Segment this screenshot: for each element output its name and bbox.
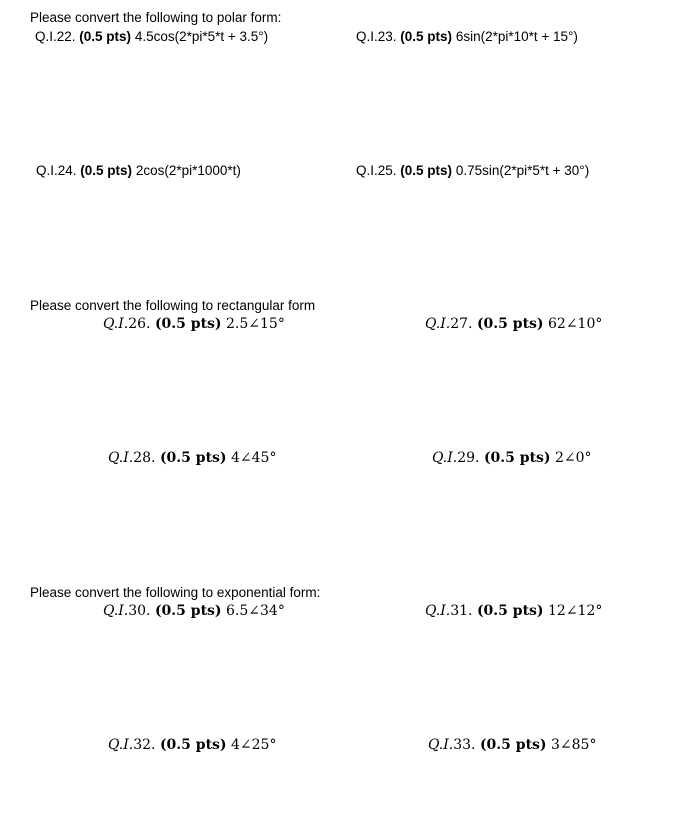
question-label: Q.I.24. [36, 163, 77, 178]
question-label: Q.I.23. [356, 29, 397, 44]
question-expression: 2.5∠15° [226, 316, 285, 332]
question-expression: 12∠12° [548, 603, 603, 619]
question-i: I. [123, 737, 134, 753]
question-q: Q. [432, 450, 448, 466]
question-30 [103, 602, 285, 620]
question-q: Q. [428, 737, 444, 753]
question-26 [103, 315, 285, 333]
question-points: (0.5 pts) [154, 316, 222, 332]
question-number: 32. [133, 737, 156, 753]
question-expression: 2cos(2*pi*1000*t) [135, 163, 241, 178]
question-number: 31. [450, 603, 473, 619]
question-i: I. [443, 737, 454, 753]
question-q: Q. [103, 316, 119, 332]
rectangular-heading: Please convert the following to rectangular form [30, 298, 316, 313]
question-number: 29. [457, 450, 480, 466]
question-points: (0.5 pts) [159, 737, 227, 753]
question-expression: 6.5∠34° [226, 603, 285, 619]
question-number: 26. [128, 316, 151, 332]
question-number: 30. [128, 603, 151, 619]
question-31 [425, 602, 602, 620]
question-expression: 4∠25° [231, 737, 277, 753]
question-points: (0.5 pts) [400, 163, 453, 178]
polar-heading: Please convert the following to polar form: [30, 10, 282, 25]
question-24 [36, 162, 241, 179]
question-i: I. [123, 450, 134, 466]
question-points: (0.5 pts) [476, 316, 544, 332]
exponential-heading: Please convert the following to exponential form: [30, 585, 321, 600]
question-points: (0.5 pts) [483, 450, 551, 466]
question-i: I. [440, 603, 451, 619]
question-32 [108, 736, 276, 754]
question-expression: 4∠45° [231, 450, 277, 466]
question-q: Q. [103, 603, 119, 619]
question-q: Q. [425, 316, 441, 332]
question-29 [432, 449, 592, 467]
question-33 [428, 736, 596, 754]
question-points: (0.5 pts) [154, 603, 222, 619]
question-22 [35, 28, 268, 45]
question-points: (0.5 pts) [400, 29, 453, 44]
question-25 [356, 162, 589, 179]
question-points: (0.5 pts) [476, 603, 544, 619]
question-number: 27. [450, 316, 473, 332]
question-points: (0.5 pts) [159, 450, 227, 466]
question-number: 28. [133, 450, 156, 466]
question-i: I. [118, 316, 129, 332]
question-q: Q. [425, 603, 441, 619]
question-points: (0.5 pts) [79, 29, 132, 44]
question-23 [356, 28, 578, 45]
question-q: Q. [108, 737, 124, 753]
question-label: Q.I.22. [35, 29, 76, 44]
question-q: Q. [108, 450, 124, 466]
question-expression: 3∠85° [551, 737, 597, 753]
question-i: I. [447, 450, 458, 466]
question-expression: 62∠10° [548, 316, 603, 332]
question-expression: 4.5cos(2*pi*5*t + 3.5°) [134, 29, 269, 44]
question-27 [425, 315, 602, 333]
question-expression: 0.75sin(2*pi*5*t + 30°) [455, 163, 590, 178]
question-number: 33. [453, 737, 476, 753]
question-28 [108, 449, 276, 467]
question-points: (0.5 pts) [479, 737, 547, 753]
question-expression: 6sin(2*pi*10*t + 15°) [455, 29, 578, 44]
question-label: Q.I.25. [356, 163, 397, 178]
question-i: I. [118, 603, 129, 619]
question-i: I. [440, 316, 451, 332]
question-expression: 2∠0° [555, 450, 592, 466]
question-points: (0.5 pts) [80, 163, 133, 178]
